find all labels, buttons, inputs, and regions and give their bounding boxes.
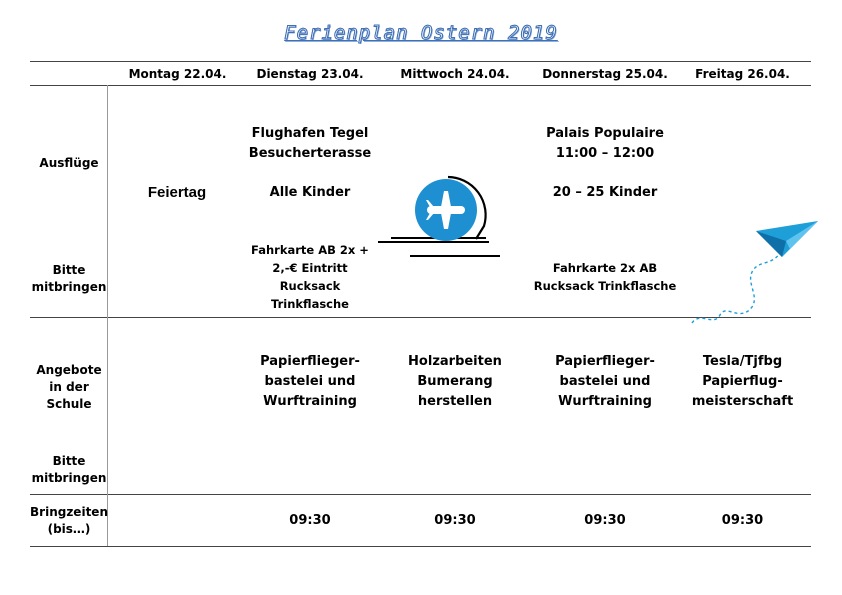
paper-plane-icon bbox=[690, 215, 822, 330]
thursday-bring-items: Fahrkarte 2x AB Rucksack Trinkflasche bbox=[533, 261, 677, 293]
header-tuesday: Dienstag 23.04. bbox=[256, 67, 364, 81]
airplane-icon bbox=[374, 170, 500, 260]
header-thursday: Donnerstag 25.04. bbox=[542, 67, 668, 81]
times-top-line bbox=[30, 494, 811, 495]
row-label-bitte-mitbringen-2: Bitte mitbringen bbox=[31, 454, 107, 485]
monday-holiday: Feiertag bbox=[147, 184, 207, 201]
thursday-offer: Papierflieger- bastelei und Wurftraining bbox=[555, 354, 655, 409]
header-monday: Montag 22.04. bbox=[128, 67, 227, 81]
table-bottom-line bbox=[30, 546, 811, 547]
thursday-excursion: Palais Populaire 11:00 – 12:00 20 – 25 Kinder bbox=[546, 126, 664, 200]
tuesday-offer: Papierflieger- bastelei und Wurftraining bbox=[260, 354, 360, 409]
thursday-time: 09:30 bbox=[584, 513, 626, 528]
page-title: Ferienplan Ostern 2019 bbox=[284, 22, 558, 44]
header-wednesday: Mittwoch 24.04. bbox=[400, 67, 510, 81]
row-label-angebote: Angebote in der Schule bbox=[36, 363, 102, 411]
tuesday-excursion: Flughafen Tegel Besucherterasse Alle Kinder bbox=[248, 126, 372, 200]
tuesday-time: 09:30 bbox=[289, 513, 331, 528]
table-top-line bbox=[30, 61, 811, 62]
header-friday: Freitag 26.04. bbox=[695, 67, 790, 81]
wednesday-time: 09:30 bbox=[434, 513, 476, 528]
friday-offer: Tesla/Tjfbg Papierflug- meisterschaft bbox=[691, 354, 794, 409]
row-label-bringzeiten: Bringzeiten (bis…) bbox=[30, 505, 108, 536]
tuesday-bring-items: Fahrkarte AB 2x + 2,-€ Eintritt Rucksack Trinkflasche bbox=[251, 243, 369, 311]
header-bottom-line bbox=[30, 85, 811, 86]
row-label-ausfluege: Ausflüge bbox=[39, 156, 99, 170]
row-label-bitte-mitbringen-1: Bitte mitbringen bbox=[31, 263, 107, 294]
wednesday-offer: Holzarbeiten Bumerang herstellen bbox=[408, 354, 502, 409]
friday-time: 09:30 bbox=[721, 513, 764, 528]
